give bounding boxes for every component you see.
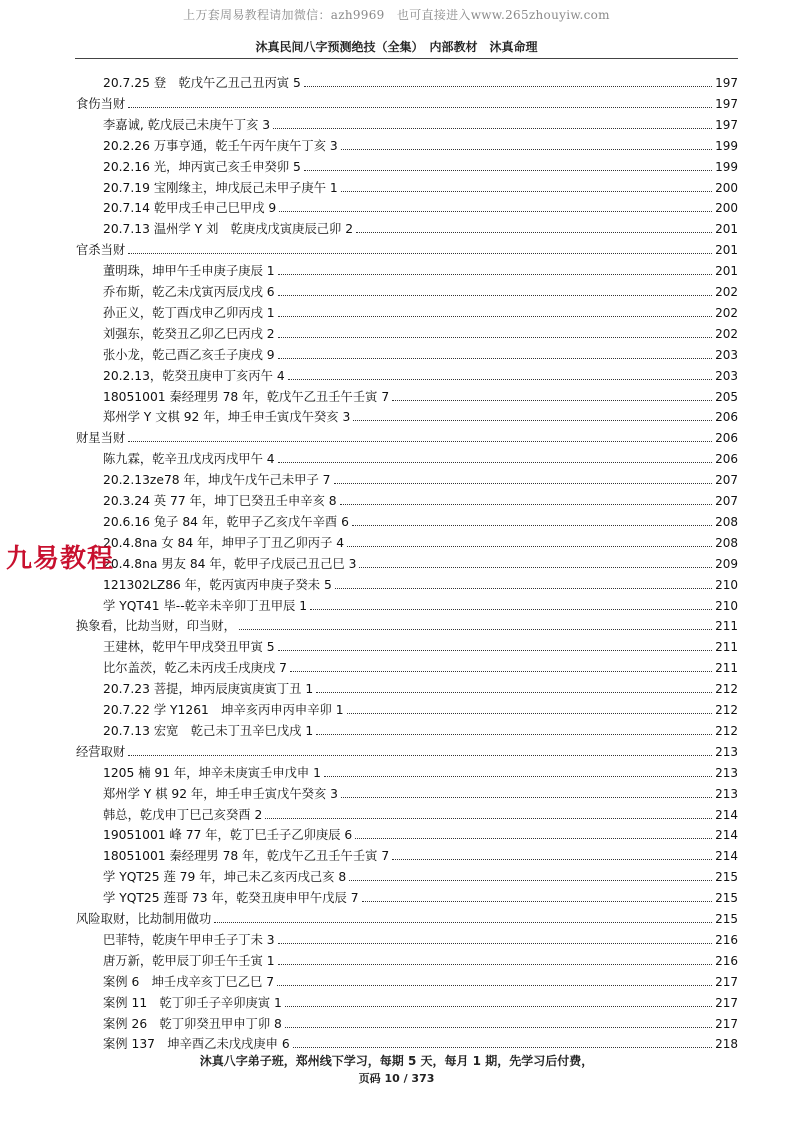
toc-dot-leader	[324, 776, 712, 777]
toc-entry-page: 217	[715, 995, 738, 1010]
toc-dot-leader	[278, 316, 713, 317]
top-banner: 上万套周易教程请加微信：azh9969 也可直接进入www.265zhouyiw.com	[183, 8, 610, 22]
toc-entry-title: 19051001 峰 77 年，乾丁巳壬子乙卯庚辰 6	[103, 828, 353, 843]
toc-dot-leader	[285, 1027, 712, 1028]
toc-entry[interactable]	[0, 113, 738, 133]
toc-dot-leader	[128, 441, 712, 442]
toc-entry[interactable]	[0, 92, 738, 112]
toc-entry[interactable]	[0, 803, 738, 823]
toc-entry[interactable]	[0, 677, 738, 697]
toc-entry[interactable]	[0, 719, 738, 739]
toc-entry-page: 212	[715, 703, 738, 717]
header-divider	[75, 58, 738, 59]
toc-dot-leader	[341, 191, 712, 192]
toc-entry[interactable]	[0, 1032, 738, 1052]
toc-entry-page: 217	[715, 1016, 738, 1031]
toc-entry-title: 案例 26 乾丁卯癸丑甲申丁卯 8	[103, 1016, 282, 1031]
toc-entry[interactable]	[0, 844, 738, 864]
toc-dot-leader	[355, 838, 712, 839]
toc-dot-leader	[304, 170, 712, 171]
toc-entry-page: 214	[715, 807, 738, 822]
toc-entry-page: 211	[715, 619, 738, 634]
toc-dot-leader	[278, 462, 713, 463]
toc-entry-title: 121302LZ86 年，乾丙寅丙申庚子癸未 5	[103, 577, 332, 592]
toc-entry-page: 215	[715, 870, 738, 885]
toc-dot-leader	[278, 943, 713, 944]
toc-dot-leader	[341, 797, 712, 798]
toc-entry-page: 201	[715, 264, 738, 279]
toc-entry-page: 216	[715, 932, 738, 947]
toc-entry-page: 209	[715, 556, 738, 571]
toc-dot-leader	[277, 985, 712, 986]
toc-dot-leader	[290, 671, 712, 672]
toc-entry-title: 学 YQT25 莲 79 年，坤己未乙亥丙戌己亥 8	[103, 870, 347, 885]
toc-entry-page: 214	[715, 849, 738, 864]
toc-entry-title: 20.2.26 万事亨通，乾壬午丙午庚午丁亥 3	[103, 138, 338, 153]
toc-entry[interactable]	[0, 907, 738, 927]
toc-entry-title: 学 YQT41 毕--乾辛未辛卯丁丑甲辰 1	[103, 598, 308, 613]
toc-entry-title: 20.2.13，乾癸丑庚申丁亥丙午 4	[103, 368, 285, 383]
toc-entry-page: 206	[715, 431, 738, 446]
toc-entry-title: 20.3.24 英 77 年，坤丁巳癸丑壬申辛亥 8	[103, 494, 337, 508]
toc-entry-page: 218	[715, 1037, 738, 1052]
toc-dot-leader	[310, 609, 712, 610]
toc-dot-leader	[239, 629, 712, 630]
toc-entry-page: 211	[715, 661, 738, 676]
toc-dot-leader	[392, 859, 712, 860]
toc-dot-leader	[347, 546, 712, 547]
toc-entry[interactable]	[0, 259, 738, 279]
toc-entry-title: 20.4.8na 女 84 年，坤甲子丁丑乙卯丙子 4	[103, 535, 345, 550]
toc-entry-title: 20.6.16 兔子 84 年，乾甲子乙亥戊午辛酉 6	[103, 514, 349, 529]
toc-dot-leader	[356, 232, 712, 233]
toc-dot-leader	[128, 107, 712, 108]
toc-entry-title: 案例 11 乾丁卯壬子辛卯庚寅 1	[103, 995, 282, 1010]
toc-entry-page: 214	[715, 828, 738, 843]
toc-entry-page: 208	[715, 514, 738, 529]
toc-entry-title: 20.7.19 宝刚缘主，坤戊辰己未甲子庚午 1	[103, 180, 338, 195]
toc-dot-leader	[273, 128, 712, 129]
toc-entry[interactable]	[0, 489, 738, 509]
footer-notice: 沐真八字弟子班，郑州线下学习，每期 5 天，每月 1 期，先学习后付费，	[199, 1054, 594, 1068]
toc-dot-leader	[285, 1006, 712, 1007]
toc-entry[interactable]	[0, 970, 738, 990]
toc-entry-title: 20.2.13ze78 年，坤戊午戊午己未甲子 7	[103, 473, 331, 488]
toc-entry[interactable]	[0, 134, 738, 154]
toc-dot-leader	[392, 400, 712, 401]
toc-dot-leader	[288, 379, 712, 380]
toc-dot-leader	[278, 964, 713, 965]
toc-entry[interactable]	[0, 301, 738, 321]
toc-entry-page: 203	[715, 368, 738, 383]
toc-dot-leader	[316, 734, 712, 735]
toc-dot-leader	[214, 922, 712, 923]
toc-entry-title: 20.2.16 光，坤丙寅己亥壬申癸卯 5	[103, 159, 301, 174]
toc-dot-leader	[352, 525, 712, 526]
toc-entry[interactable]	[0, 447, 738, 467]
toc-entry-page: 197	[715, 96, 738, 111]
toc-dot-leader	[353, 420, 712, 421]
toc-dot-leader	[334, 483, 713, 484]
toc-entry-page: 197	[715, 76, 738, 90]
toc-entry-page: 197	[715, 117, 738, 132]
toc-dot-leader	[359, 567, 712, 568]
toc-entry-page: 202	[715, 285, 738, 299]
toc-entry-title: 孙正义，乾丁酉戊申乙卯丙戌 1	[103, 305, 275, 320]
toc-entry-title: 20.7.23 菩提，坤丙辰庚寅庚寅丁丑 1	[103, 682, 314, 697]
toc-entry[interactable]	[0, 991, 738, 1011]
toc-entry-title: 20.7.14 乾甲戌壬申己巳甲戌 9	[103, 201, 277, 216]
toc-entry[interactable]	[0, 280, 738, 300]
toc-entry[interactable]	[0, 928, 738, 948]
toc-dot-leader	[278, 274, 713, 275]
toc-entry[interactable]	[0, 594, 738, 614]
toc-entry-title: 比尔盖茨，乾乙未丙戌壬戌庚戌 7	[103, 661, 287, 676]
toc-entry[interactable]	[0, 886, 738, 906]
toc-entry-page: 199	[715, 159, 738, 174]
toc-entry-page: 202	[715, 326, 738, 341]
toc-entry-title: 20.4.8na 男友 84 年，乾甲子戊辰己丑己巳 3	[103, 556, 357, 571]
toc-entry-page: 207	[715, 494, 738, 508]
toc-entry-page: 213	[715, 765, 738, 780]
toc-entry-page: 216	[715, 953, 738, 968]
toc-entry-title: 郑州学 Y 文棋 92 年，坤壬申壬寅戊午癸亥 3	[103, 410, 351, 425]
toc-entry-page: 203	[715, 347, 738, 362]
toc-entry-page: 215	[715, 912, 738, 926]
toc-entry[interactable]	[0, 573, 738, 593]
toc-entry[interactable]	[0, 698, 738, 718]
toc-dot-leader	[278, 358, 713, 359]
toc-entry[interactable]	[0, 510, 738, 530]
toc-entry-page: 211	[715, 640, 738, 655]
toc-entry-title: 20.7.13 温州学 Y 刘 乾庚戌戊寅庚辰己卯 2	[103, 222, 354, 237]
toc-entry-page: 210	[715, 577, 738, 592]
toc-dot-leader	[128, 253, 712, 254]
toc-entry-title: 风险取财，比劫制用做功	[76, 912, 212, 926]
toc-dot-leader	[265, 818, 712, 819]
toc-dot-leader	[362, 901, 713, 902]
toc-entry-page: 213	[715, 786, 738, 801]
toc-entry[interactable]	[0, 343, 738, 363]
toc-entry-page: 215	[715, 891, 738, 906]
toc-entry-title: 18051001 秦经理男 78 年，乾戊午乙丑壬午壬寅 7	[103, 849, 390, 864]
toc-dot-leader	[347, 713, 713, 714]
page-number: 页码 10 / 373	[358, 1072, 435, 1085]
toc-entry-page: 206	[715, 452, 738, 467]
toc-dot-leader	[349, 880, 712, 881]
toc-entry-title: 换象看，比劫当财，印当财，	[76, 619, 236, 634]
toc-entry-title: 董明珠，坤甲午壬申庚子庚辰 1	[103, 264, 275, 279]
toc-entry-page: 217	[715, 974, 738, 989]
toc-entry-title: 1205 楠 91 年，坤辛未庚寅壬申戊申 1	[103, 765, 321, 780]
toc-entry[interactable]	[0, 656, 738, 676]
toc-entry-title: 20.7.13 宏宽 乾己未丁丑辛巳戊戌 1	[103, 723, 314, 738]
toc-entry[interactable]	[0, 322, 738, 342]
toc-entry-title: 王建林，乾甲午甲戌癸丑甲寅 5	[103, 640, 275, 655]
toc-dot-leader	[278, 650, 713, 651]
toc-entry-title: 食伤当财	[76, 96, 126, 111]
toc-entry-page: 212	[715, 682, 738, 697]
toc-entry-page: 200	[715, 180, 738, 195]
toc-entry-page: 201	[715, 243, 738, 258]
toc-entry[interactable]	[0, 176, 738, 196]
toc-entry-title: 张小龙，乾己酉乙亥壬子庚戌 9	[103, 347, 275, 362]
toc-entry[interactable]	[0, 740, 738, 760]
toc-entry-page: 212	[715, 723, 738, 738]
toc-dot-leader	[304, 86, 712, 87]
toc-entry[interactable]	[0, 364, 738, 384]
toc-entry[interactable]	[0, 782, 738, 802]
toc-entry[interactable]	[0, 238, 738, 258]
toc-entry[interactable]	[0, 614, 738, 634]
toc-dot-leader	[293, 1047, 712, 1048]
toc-entry[interactable]	[0, 823, 738, 843]
toc-entry[interactable]	[0, 155, 738, 175]
toc-entry-page: 210	[715, 598, 738, 613]
toc-entry[interactable]	[0, 865, 738, 885]
toc-dot-leader	[279, 211, 712, 212]
toc-dot-leader	[335, 588, 712, 589]
toc-dot-leader	[128, 755, 712, 756]
toc-dot-leader	[340, 504, 712, 505]
toc-entry[interactable]	[0, 217, 738, 237]
toc-entry[interactable]	[0, 635, 738, 655]
toc-entry-title: 李嘉诚, 乾戊辰己未庚午丁亥 3	[103, 117, 271, 132]
toc-entry-title: 乔布斯，乾乙未戊寅丙辰戊戌 6	[103, 285, 275, 299]
watermark-logo: 九易教程	[6, 544, 115, 574]
toc-entry-title: 唐万新，乾甲辰丁卯壬午壬寅 1	[103, 953, 275, 968]
toc-entry-title: 18051001 秦经理男 78 年，乾戊午乙丑壬午壬寅 7	[103, 389, 390, 404]
toc-entry[interactable]	[0, 949, 738, 969]
toc-entry-title: 官杀当财	[76, 243, 126, 258]
toc-entry-page: 200	[715, 201, 738, 216]
toc-entry-title: 韩总，乾戊申丁巳己亥癸酉 2	[103, 807, 263, 822]
toc-entry-page: 201	[715, 222, 738, 237]
toc-dot-leader	[341, 149, 712, 150]
toc-dot-leader	[278, 337, 713, 338]
toc-entry-page: 213	[715, 744, 738, 759]
toc-entry-title: 巴菲特，乾庚午甲申壬子丁未 3	[103, 932, 275, 947]
toc-dot-leader	[316, 692, 712, 693]
toc-entry-title: 案例 6 坤壬戌辛亥丁巳乙巳 7	[103, 974, 275, 989]
toc-entry-page: 208	[715, 535, 738, 550]
toc-entry-title: 学 YQT25 莲哥 73 年，乾癸丑庚申甲午戊辰 7	[103, 891, 359, 906]
toc-entry-title: 案例 137 坤辛酉乙未戊戌庚申 6	[103, 1037, 290, 1052]
toc-entry-page: 206	[715, 410, 738, 425]
toc-entry[interactable]	[0, 426, 738, 446]
toc-entry[interactable]	[0, 761, 738, 781]
toc-entry-title: 陈九霖，乾辛丑戊戌丙戌甲午 4	[103, 452, 275, 467]
toc-entry[interactable]	[0, 385, 738, 405]
toc-entry-title: 20.7.22 学 Y1261 坤辛亥丙申丙申辛卯 1	[103, 703, 344, 717]
toc-entry-page: 207	[715, 473, 738, 488]
toc-entry[interactable]	[0, 468, 738, 488]
toc-entry-title: 财星当财	[76, 431, 126, 446]
toc-entry-title: 郑州学 Y 棋 92 年，坤壬申壬寅戊午癸亥 3	[103, 786, 338, 801]
toc-entry-title: 经营取财	[76, 744, 126, 759]
toc-entry-title: 20.7.25 登 乾戊午乙丑己丑丙寅 5	[103, 76, 301, 90]
toc-entry-page: 199	[715, 138, 738, 153]
toc-dot-leader	[278, 295, 713, 296]
toc-entry-page: 202	[715, 305, 738, 320]
toc-entry-page: 205	[715, 389, 738, 404]
toc-entry-title: 刘强东，乾癸丑乙卯乙巳丙戌 2	[103, 326, 275, 341]
toc-entry[interactable]	[0, 1012, 738, 1032]
toc-entry[interactable]	[0, 196, 738, 216]
page-header: 沐真民间八字预测绝技（全集） 内部教材 沐真命理	[255, 40, 538, 54]
toc-entry[interactable]	[0, 71, 738, 91]
toc-entry[interactable]	[0, 405, 738, 425]
